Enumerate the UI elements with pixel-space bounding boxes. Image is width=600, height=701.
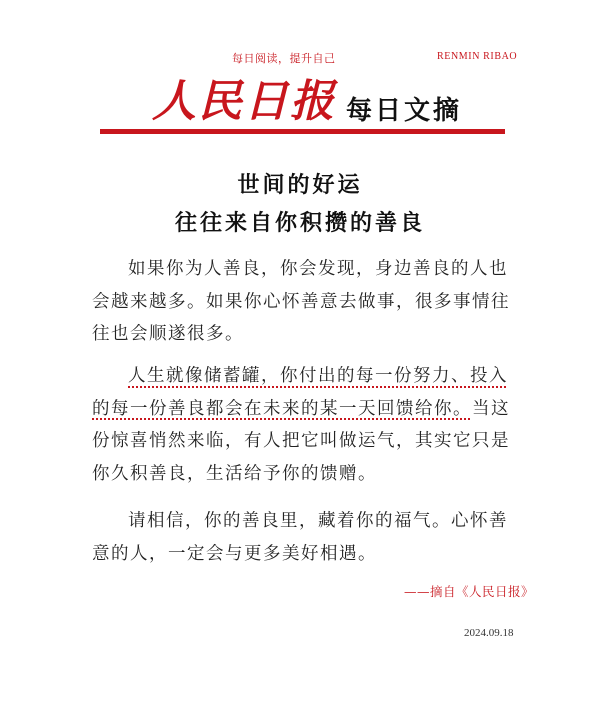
article-title-line-2: 往往来自你积攒的善良: [174, 210, 425, 236]
paragraph-1: [92, 253, 517, 351]
paragraph-1-text: 如果你为人善良，你会发现，身边善良的人也会越来越多。如果你心怀善意去做事，很多事情往往也会顺遂很多。: [92, 259, 510, 344]
paragraph-2-text: 当这份惊喜悄然来临，有人把它叫做运气，其实它只是你久积善良，生活给予你的馈赠。: [92, 398, 510, 484]
section-title: 每日文摘: [346, 96, 463, 126]
paragraph-3: [92, 505, 517, 570]
paragraph-2-underlined-text: 人生就像储蓄罐，你付出的每一份努力、投入的每一份善良都会在未来的某一天回馈给你。: [92, 366, 508, 419]
masthead-logo: 人民日报: [152, 76, 336, 127]
publish-date: 2024.09.18: [464, 627, 514, 639]
paragraph-2: [92, 360, 517, 490]
header-divider-thick: [100, 131, 505, 134]
source-attribution: ——摘自《人民日报》: [404, 584, 535, 599]
header-brand-pinyin: RENMIN RIBAO: [437, 51, 518, 62]
header-slogan: 每日阅读，提升自己: [232, 52, 336, 65]
article-title-line-1: 世间的好运: [237, 172, 363, 198]
paragraph-3-text: 请相信，你的善良里，藏着你的福气。心怀善意的人，一定会与更多美好相遇。: [92, 511, 508, 564]
